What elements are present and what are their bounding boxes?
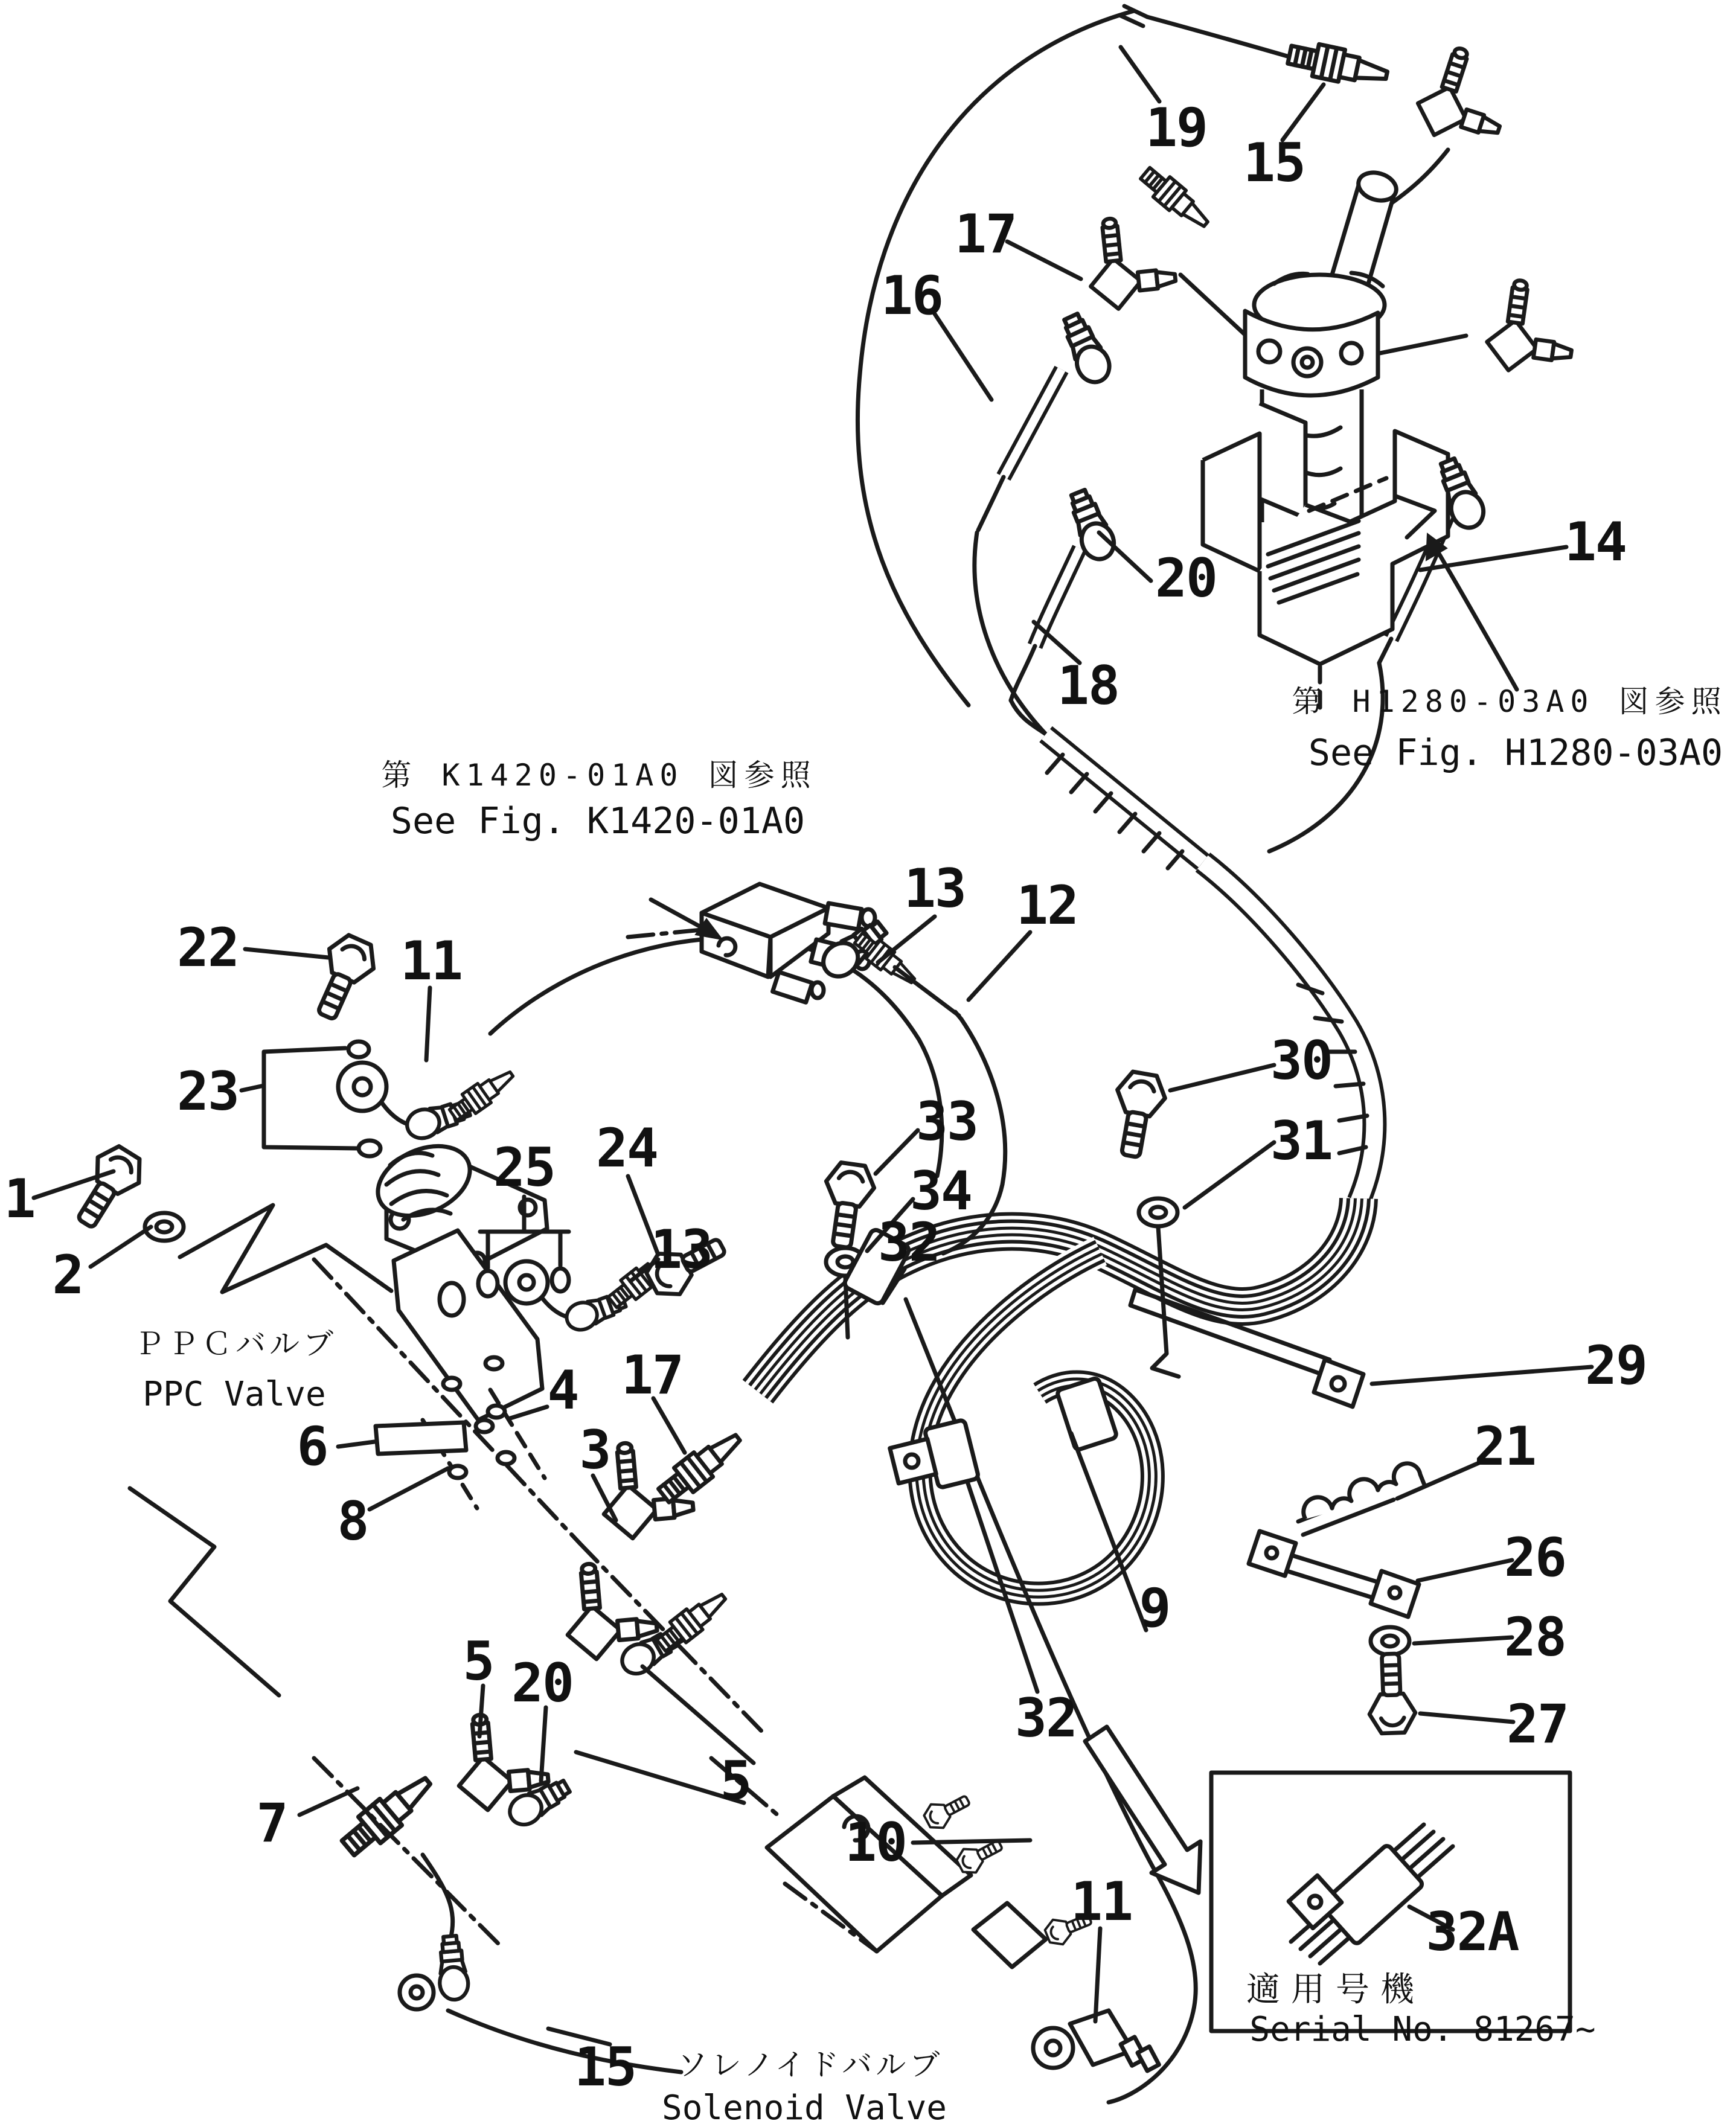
bolt-1 xyxy=(65,1140,150,1236)
part-label-22: 22 xyxy=(177,917,239,979)
hose-18-thin xyxy=(1011,646,1035,700)
pipe-12 xyxy=(895,967,961,1019)
ref-k1420-en: See Fig. K1420-01A0 xyxy=(390,800,806,842)
leader-6 xyxy=(338,1442,374,1447)
hose-14-thin xyxy=(1379,639,1391,663)
washer-31 xyxy=(1139,1198,1177,1226)
leader-20-lower xyxy=(541,1707,546,1781)
joystick-valve-assembly xyxy=(1203,168,1448,712)
ref-h1280-en: See Fig. H1280-03A0 xyxy=(1308,732,1723,774)
part-label-14: 14 xyxy=(1565,511,1626,573)
inline-fitting-7 xyxy=(337,1768,438,1861)
hose-11-long xyxy=(490,938,942,1179)
ref-k1420-jp: 第 K1420-01A0 図参照 xyxy=(381,758,817,793)
ppc-valve-label-jp: ＰＰＣバルブ xyxy=(134,1326,337,1361)
leader-28 xyxy=(1414,1637,1512,1643)
part-label-19: 19 xyxy=(1145,97,1207,159)
leader-11-bottom xyxy=(1095,1928,1100,2021)
part-label-16: 16 xyxy=(881,264,943,327)
bolt-27 xyxy=(1368,1653,1417,1734)
part-label-5-center: 5 xyxy=(720,1750,751,1812)
leader-12 xyxy=(969,932,1030,1000)
leader-17-mid xyxy=(653,1398,685,1453)
leader-2 xyxy=(91,1227,151,1267)
bolt-22 xyxy=(304,930,382,1026)
part-label-26: 26 xyxy=(1504,1526,1566,1588)
part-label-17-mid: 17 xyxy=(621,1344,683,1406)
leader-10 xyxy=(913,1840,1030,1843)
link-valve-to-right-elbow xyxy=(1380,336,1466,353)
part-label-9: 9 xyxy=(1139,1577,1170,1639)
part-label-15-top: 15 xyxy=(1243,132,1305,194)
hose-16-thin xyxy=(978,477,1004,530)
ppc-body xyxy=(394,1230,542,1420)
leader-31 xyxy=(1185,1142,1274,1208)
leader-30 xyxy=(1170,1065,1274,1090)
leader-26 xyxy=(1418,1560,1512,1581)
leader-4 xyxy=(508,1407,547,1419)
part-label-6: 6 xyxy=(296,1415,328,1477)
hose-18-lower xyxy=(1011,700,1046,734)
part-label-13-top: 13 xyxy=(904,857,966,920)
part-label-28: 28 xyxy=(1504,1606,1566,1668)
part-label-32a: 32A xyxy=(1426,1901,1519,1963)
leader-13-top xyxy=(878,917,935,962)
bolt-30 xyxy=(1107,1070,1169,1160)
link-17-to-valve xyxy=(1180,275,1249,338)
part-label-20-top: 20 xyxy=(1155,547,1217,609)
part-label-17-top: 17 xyxy=(955,203,1016,265)
hose-19 xyxy=(1147,17,1293,58)
part-label-23: 23 xyxy=(177,1060,239,1122)
solenoid-valve-label-jp: ソレノイドバルブ xyxy=(677,2047,944,2082)
ppc-valve-label-en: PPC Valve xyxy=(143,1375,326,1414)
part-label-18: 18 xyxy=(1057,654,1119,717)
fitting-13-top xyxy=(817,915,961,1019)
inline-fitting-20 xyxy=(1137,163,1214,234)
part-label-3: 3 xyxy=(579,1419,610,1481)
leader-16 xyxy=(935,314,991,400)
hose-15-lower xyxy=(448,2011,681,2072)
part-label-5-left: 5 xyxy=(463,1630,494,1692)
leader-27 xyxy=(1420,1713,1513,1722)
solenoid-port-block xyxy=(973,1903,1046,1967)
hose-15-upper xyxy=(423,1855,453,1939)
part-label-21: 21 xyxy=(1474,1415,1536,1477)
part-label-4: 4 xyxy=(547,1359,578,1421)
serial-note-en: Serial No. 81267~ xyxy=(1249,2010,1596,2049)
pointer-box-6 xyxy=(376,1422,466,1454)
serial-note-jp: 適用号機 xyxy=(1246,1970,1425,2009)
part-label-29: 29 xyxy=(1585,1334,1647,1396)
leader-22 xyxy=(245,949,328,958)
part-label-33: 33 xyxy=(916,1090,978,1153)
part-label-27: 27 xyxy=(1507,1693,1568,1755)
part-label-12: 12 xyxy=(1016,874,1078,936)
solenoid-valve-label-en: Solenoid Valve xyxy=(661,2088,947,2121)
part-label-30: 30 xyxy=(1270,1029,1332,1092)
part-label-10: 10 xyxy=(845,1811,906,1873)
leader-11-top xyxy=(426,988,430,1060)
part-label-31: 31 xyxy=(1270,1110,1332,1172)
part-label-11-bottom: 11 xyxy=(1071,1870,1132,1933)
leader-19 xyxy=(1121,47,1159,101)
part-label-24: 24 xyxy=(596,1117,658,1179)
part-label-8: 8 xyxy=(337,1490,368,1552)
part-label-25: 25 xyxy=(493,1136,555,1198)
part-label-20-lower: 20 xyxy=(511,1652,573,1714)
part-label-1: 1 xyxy=(4,1168,35,1230)
part-label-13-mid: 13 xyxy=(650,1218,712,1281)
leader-8 xyxy=(370,1468,448,1509)
leader-29 xyxy=(1372,1367,1592,1384)
leader-17-top xyxy=(1007,242,1081,279)
part-label-2: 2 xyxy=(52,1244,83,1306)
part-label-7: 7 xyxy=(256,1792,287,1854)
washer-28 xyxy=(1371,1627,1409,1655)
zigzag-upper xyxy=(180,1205,391,1292)
part-label-32-lower: 32 xyxy=(1015,1687,1077,1749)
part-label-34: 34 xyxy=(910,1160,972,1222)
leader-7 xyxy=(299,1788,357,1815)
ref-h1280-jp: 第 H1280-03A0 図参照 xyxy=(1292,684,1728,719)
part-label-32-upper: 32 xyxy=(878,1211,940,1273)
part-label-15-bottom: 15 xyxy=(574,2036,636,2098)
zigzag-lower xyxy=(130,1488,279,1695)
big-arrow-32 xyxy=(1085,1727,1200,1893)
part-label-11-top: 11 xyxy=(400,930,462,992)
mid-fittings xyxy=(314,1419,748,2009)
